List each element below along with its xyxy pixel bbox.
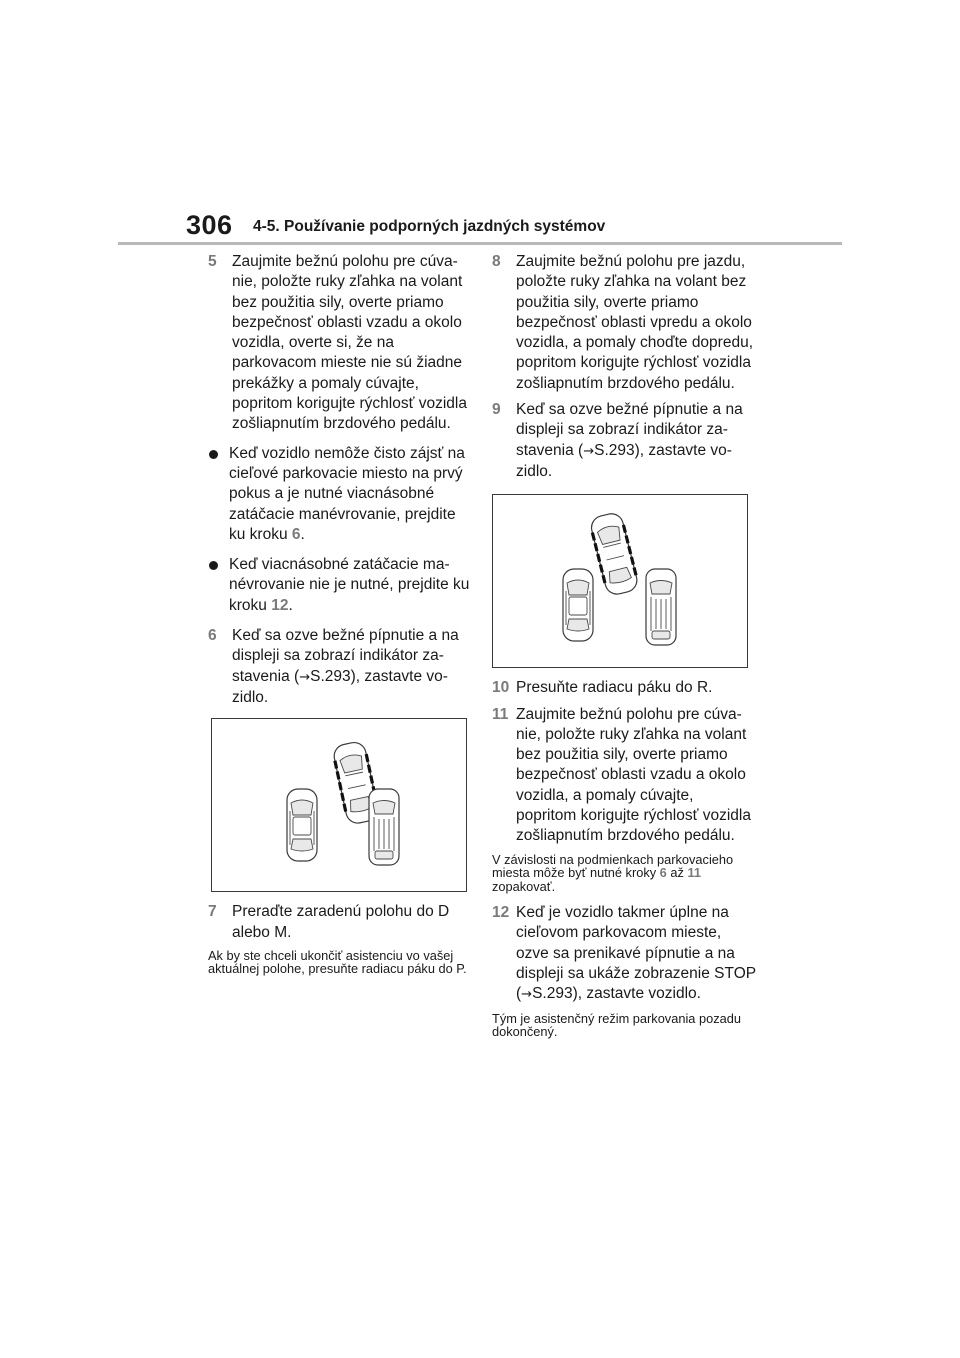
step-number: 5 (208, 253, 217, 270)
note-text (492, 853, 757, 894)
step-reference: 6 (291, 525, 301, 543)
note-text: Tým je asistenčný režim parkovania pozadu dokončený. (492, 1010, 741, 1040)
parked-car-left-icon (563, 569, 593, 641)
step-number: 11 (492, 705, 509, 723)
bullet-item (208, 555, 473, 616)
left-column (208, 252, 473, 986)
step-text (232, 626, 473, 708)
note-text-part: až (666, 865, 688, 881)
step-11 (492, 705, 757, 847)
note-text-part: V závislosti na podmienkach parkovacieho miesta môže byť nutné kroky (492, 851, 734, 881)
step-reference: 11 (687, 865, 701, 881)
step-7 (208, 902, 473, 943)
step-number: 7 (208, 903, 217, 921)
note-text: Ak by ste chceli ukončiť asistenciu vo vašej aktuálnej polohe, presuňte radiacu páku do P. (208, 947, 467, 977)
parking-diagram (493, 495, 747, 667)
guided-car-icon (589, 512, 639, 597)
arrow-right-icon: → (583, 443, 595, 459)
note-text-part: zopakovať. (492, 878, 556, 894)
bullet-icon (209, 450, 218, 459)
parking-illustration (492, 494, 748, 668)
step-text: Zaujmite bežnú polohu pre jazdu, položte ruky zľahka na volant bez použitia sily, overte priamo bezpečnosť oblasti vpredu a okolo vozidla, a pomaly choďte dopredu, popritom korigujte rýchlosť vozidla zošliapnutím brzdového pedálu. (516, 253, 754, 392)
step-8 (492, 252, 757, 394)
step-reference: 12 (271, 596, 289, 614)
step-5 (208, 252, 473, 435)
bullet-text-end: . (288, 596, 293, 614)
step-text (516, 400, 757, 482)
step-text-part: Keď sa ozve bežné pípnutie a na displeji sa zobrazí indikátor zastavenia ( (516, 401, 743, 459)
step-number: 12 (492, 904, 510, 922)
step-9 (492, 400, 757, 482)
step-number: 8 (492, 253, 501, 270)
step-number: 6 (208, 627, 217, 645)
step-text: Zaujmite bežnú polohu pre cúvanie, položte ruky zľahka na volant bez použitia sily, overte priamo bezpečnosť oblasti vzadu a okolo vozidla, overte si, že na parkovacom mieste nie sú žiadne prekážky a pomaly cúvajte, popritom korigujte rýchlosť vozidla zošliapnutím brzdového pedálu. (232, 253, 467, 433)
arrow-right-icon: → (521, 987, 533, 1003)
step-text-part: S.293), zastavte vozidlo. (232, 667, 448, 706)
step-reference: 6 (659, 865, 667, 881)
chapter-title: 4-5. Používanie podporných jazdných systémov (253, 218, 606, 235)
bullet-text: Keď viacnásobné zatáčacie manévrovanie nie je nutné, prejdite ku kroku (229, 556, 470, 614)
parking-diagram (212, 719, 466, 891)
parked-car-left-icon (287, 789, 317, 861)
step-text-part: S.293), zastavte vozidlo. (516, 441, 732, 480)
step-text: Preraďte zaradenú polohu do D alebo M. (232, 903, 450, 941)
step-text-part: Keď je vozidlo takmer úplne na cieľovom parkovacom mieste, ozve sa prenikavé pípnutie a na displeji sa ukáže zobrazenie STOP ( (516, 904, 756, 1003)
right-column (492, 252, 757, 1049)
step-number: 10 (492, 679, 510, 697)
step-text-part: Keď sa ozve bežné pípnutie a na displeji sa zobrazí indikátor zastavenia ( (232, 627, 459, 685)
step-12 (492, 903, 757, 1005)
header-rule (118, 242, 842, 245)
parking-illustration (211, 718, 467, 892)
step-text-part: S.293), zastavte vozidlo. (532, 985, 701, 1003)
step-10 (492, 678, 757, 698)
bullet-item (208, 444, 473, 545)
parked-car-right-icon (369, 789, 399, 865)
bullet-text: Keď vozidlo nemôže čisto zájsť na cieľové parkovacie miesto na prvý pokus a je nutné viacnásobné zatáčacie manévrovanie, prejdite ku kroku (229, 444, 465, 543)
bullet-icon (209, 561, 218, 570)
page-number: 306 (186, 210, 233, 240)
parked-car-right-icon (646, 569, 676, 645)
step-text (516, 903, 757, 1005)
step-text: Presuňte radiacu páku do R. (516, 679, 713, 697)
step-6 (208, 626, 473, 708)
bullet-text-end: . (300, 525, 305, 543)
step-text: Zaujmite bežnú polohu pre cúvanie, položte ruky zľahka na volant bez použitia sily, overte priamo bezpečnosť oblasti vzadu a okolo vozidla, a pomaly cúvajte, popritom korigujte rýchlosť vozidla zošliapnutím brzdového pedálu. (516, 705, 751, 845)
step-number: 9 (492, 401, 501, 419)
arrow-right-icon: → (299, 669, 311, 685)
